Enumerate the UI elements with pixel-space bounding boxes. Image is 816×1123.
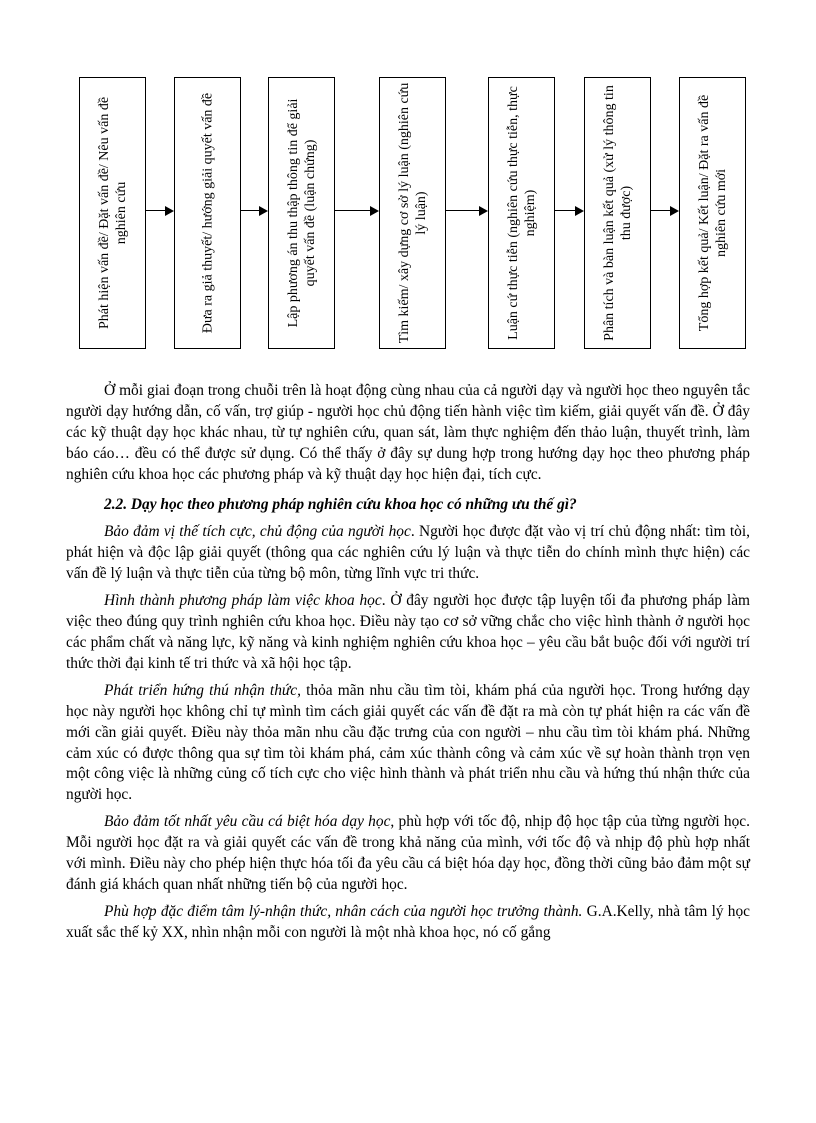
advantage-lead-4: Bảo đảm tốt nhất yêu cầu cá biệt hóa dạy học — [104, 813, 391, 831]
flow-step-7-label: Tổng hợp kết quả/ Kết luận/ Đặt ra vấn đề nghiên cứu mới — [696, 94, 729, 332]
flow-step-5 — [488, 77, 555, 349]
intro-paragraph: Ở mỗi giai đoạn trong chuỗi trên là hoạt động cùng nhau của cả người dạy và người học theo nguyên tắc người dạy hướng dẫn, cố vấn, trợ giúp - người học chủ động tiến hành việc tìm kiếm, giải quyết vấn đề. Ở đây các kỹ thuật dạy học khác nhau, từ tự nghiên cứu, quan sát, làm thực nghiệm đến thảo luận, thuyết trình, làm báo cáo… đều có thể được sử dụng. Có thể thấy ở đây sự dung hợp trong hướng dạy học theo phương pháp nghiên cứu khoa học các phương pháp và kỹ thuật dạy học hiện đại, tích cực. — [66, 382, 750, 483]
advantage-paragraph-1 — [66, 522, 750, 585]
advantage-lead-2: Hình thành phương pháp làm việc khoa học — [104, 592, 382, 610]
flow-step-3 — [268, 77, 335, 349]
arrow-right-icon — [555, 206, 584, 216]
advantage-lead-3: Phát triển hứng thú nhận thức, — [104, 681, 301, 699]
flow-step-1 — [79, 77, 146, 349]
advantage-text-2: . Ở đây người học được tập luyện tối đa phương pháp làm việc theo đúng quy trình nghiên cứu khoa học. Điều này tạo cơ sở vững chắc cho việc hình thành ở người học các phẩm chất và năng lực, kỹ năng và kinh nghiệm nghiên cứu khoa học – yêu cầu bắt buộc đối với người trí thức thời đại kinh tế tri thức và xã hội học tập. — [66, 592, 751, 672]
flow-step-7 — [679, 77, 746, 349]
advantage-paragraph-4 — [66, 812, 750, 896]
flow-step-2-label: Đưa ra giả thuyết/ hướng giải quyết vấn đề — [200, 92, 215, 334]
arrow-right-icon — [446, 206, 488, 216]
arrow-right-icon — [146, 206, 174, 216]
advantage-text-3: thỏa mãn nhu cầu tìm tòi, khám phá của người học. Trong hướng dạy học này người học không chỉ tự mình tìm cách giải quyết các vấn đề đặt ra mà còn tự phát hiện ra các vấn đề mới cần giải quyết. Điều này thỏa mãn nhu cầu đặc trưng của con người – nhu cầu tìm tòi khám phá. Những cảm xúc có được thông qua sự tìm tòi khám phá, cảm xúc thành công và cảm xúc về sự hoàn thành trọn vẹn một công việc là những củng cố tích cực cho việc hình thành và phát triển nhu cầu và hứng thú nhận thức của người học. — [66, 681, 750, 804]
flow-step-4 — [379, 77, 446, 349]
document-body — [66, 381, 750, 950]
advantage-paragraph-3 — [66, 681, 750, 806]
flow-step-6 — [584, 77, 651, 349]
flow-step-4-label: Tìm kiếm/ xây dựng cơ sở lý luận (nghiên cứu lý luận) — [396, 82, 429, 344]
section-heading: 2.2. Dạy học theo phương pháp nghiên cứu khoa học có những ưu thế gì? — [104, 495, 577, 513]
research-process-flowchart — [0, 0, 816, 360]
flow-step-5-label: Luận cứ thực tiễn (nghiên cứu thực tiễn, thực nghiệm) — [505, 86, 538, 340]
arrow-right-icon — [335, 206, 379, 216]
advantage-lead-1: Bảo đảm vị thế tích cực, chủ động của người học — [104, 523, 411, 541]
flow-step-6-label: Phân tích và bàn luận kết quả (xử lý thông tin thu được) — [601, 85, 634, 341]
advantage-paragraph-2 — [66, 591, 750, 675]
arrow-right-icon — [651, 206, 679, 216]
flow-step-3-label: Lập phương án thu thập thông tin để giải quyết vấn đề (luận chứng) — [285, 98, 318, 328]
advantage-text-5: G.A.Kelly, nhà tâm lý học xuất sắc thế kỷ XX, nhìn nhận mỗi con người là một nhà khoa học, nó cố gắng — [66, 902, 750, 941]
flow-step-1-label: Phát hiện vấn đề/ Đặt vấn đề/ Nêu vấn đề nghiên cứu — [96, 96, 129, 330]
advantage-lead-5: Phù hợp đặc điểm tâm lý-nhận thức, nhân cách của người học trưởng thành. — [104, 902, 583, 920]
advantage-text-4: , phù hợp với tốc độ, nhịp độ học tập của từng người học. Mỗi người học đặt ra và giải quyết các vấn đề trong khả năng của mình, với tốc độ và nhịp độ phù hợp nhất với mình. Điều này cho phép hiện thực hóa tối đa yêu cầu cá biệt hóa dạy học, đồng thời cũng bảo đảm một sự đánh giá khách quan nhất những tiến bộ của người học. — [66, 813, 750, 893]
advantage-paragraph-5 — [66, 902, 750, 944]
arrow-right-icon — [241, 206, 268, 216]
flow-step-2 — [174, 77, 241, 349]
advantage-text-1: . Người học được đặt vào vị trí chủ động nhất: tìm tòi, phát hiện và độc lập giải quyết (thông qua các nghiên cứu lý luận và thực tiễn do chính mình thực hiện) các vấn đề lý luận và thực tiễn của từng bộ môn, từng lĩnh vực tri thức. — [66, 523, 750, 583]
